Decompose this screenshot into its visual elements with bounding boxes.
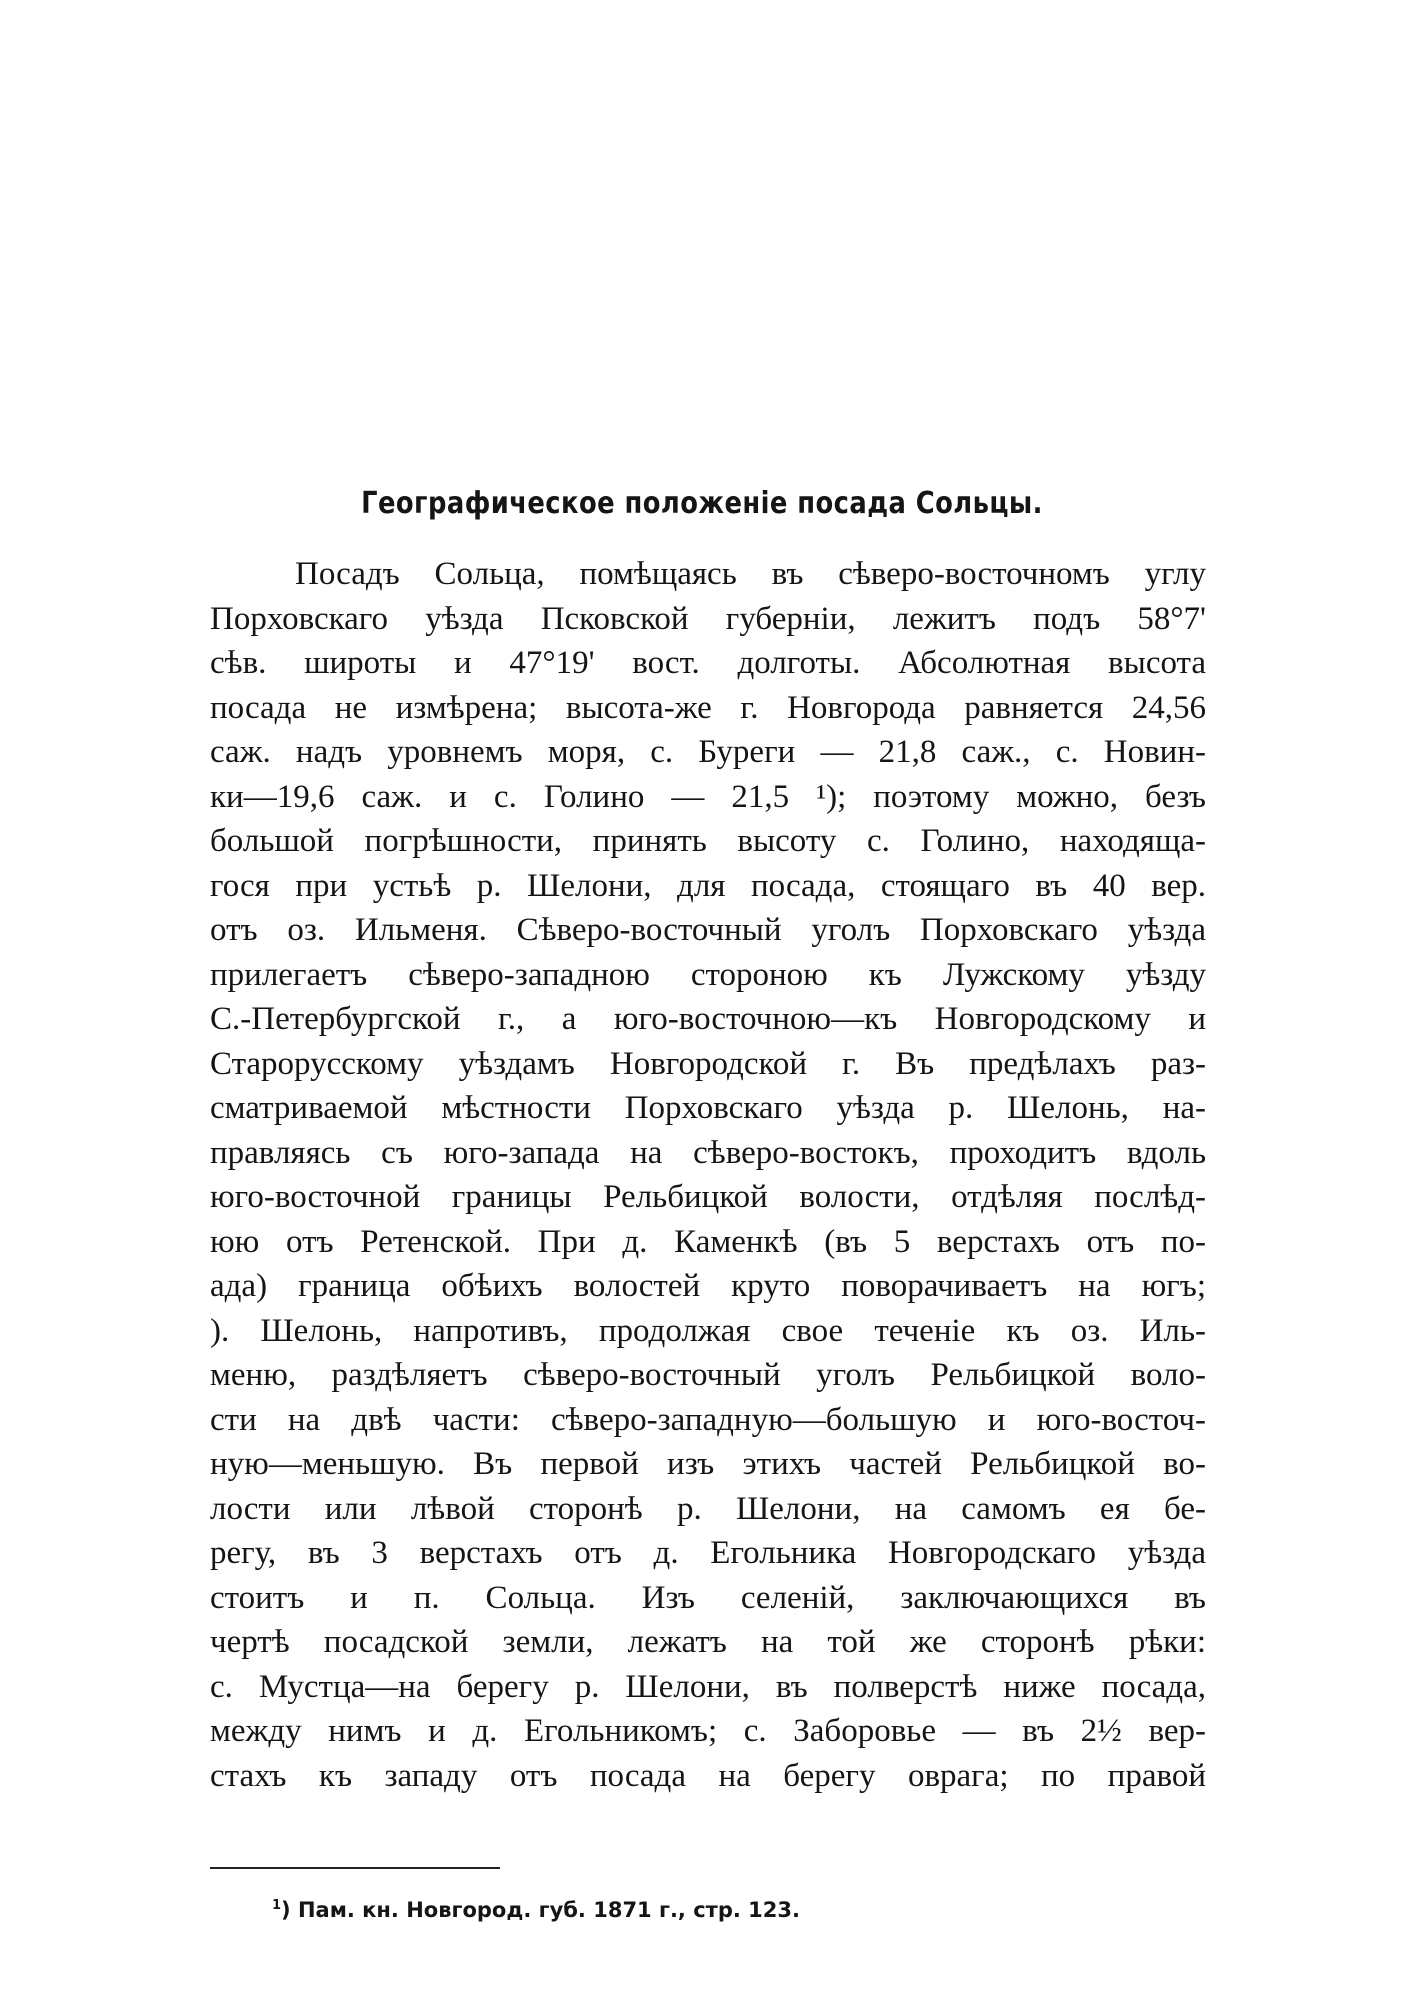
- text-line: регу, въ 3 верстахъ отъ д. Егольника Новгородскаго уѣзда: [210, 1535, 1206, 1571]
- text-line: гося при устьѣ р. Шелони, для посада, стоящаго въ 40 вер.: [210, 867, 1206, 904]
- text-line: сматриваемой мѣстности Порховскаго уѣзда р. Шелонь, на-: [210, 1090, 1206, 1126]
- text-line: ную—меньшую. Въ первой изъ этихъ частей Рельбицкой во-: [210, 1446, 1206, 1482]
- text-line: правляясь съ юго-запада на сѣверо-востокъ, проходитъ вдоль: [210, 1134, 1206, 1171]
- text-line: сѣв. широты и 47°19' вост. долготы. Абсолютная высота: [210, 645, 1206, 681]
- text-line: Посадъ Сольца, помѣщаясь въ сѣверо-восточномъ углу: [295, 556, 1206, 592]
- text-line: чертѣ посадской земли, лежатъ на той же сторонѣ рѣки:: [210, 1624, 1206, 1660]
- text-line: юю отъ Ретенской. При д. Каменкѣ (въ 5 верстахъ отъ по-: [210, 1223, 1206, 1260]
- text-line: Порховскаго уѣзда Псковской губернiи, лежитъ подъ 58°7': [210, 600, 1206, 637]
- text-line: отъ оз. Ильменя. Сѣверо-восточный уголъ Порховскаго уѣзда: [210, 912, 1206, 948]
- text-line: стоитъ и п. Сольца. Изъ селенiй, заключающихся въ: [210, 1579, 1206, 1616]
- text-line: Старорусскому уѣздамъ Новгородской г. Въ предѣлахъ раз-: [210, 1045, 1206, 1082]
- text-line: ада) граница обѣихъ волостей круто поворачиваетъ на югъ;: [210, 1268, 1206, 1304]
- footnote: [272, 1898, 800, 1922]
- text-line: сти на двѣ части: сѣверо-западную—большую и юго-восточ-: [210, 1401, 1206, 1438]
- body-text: [210, 552, 1206, 1798]
- text-line: юго-восточной границы Рельбицкой волости, отдѣляя послѣд-: [210, 1179, 1206, 1215]
- page-title: Географическое положенiе посада Сольцы.: [361, 486, 1043, 521]
- text-line: посада не измѣрена; высота-же г. Новгорода равняется 24,56: [210, 689, 1206, 726]
- text-line: меню, раздѣляетъ сѣверо-восточный уголъ Рельбицкой воло-: [210, 1357, 1206, 1393]
- footnote-text: ) Пам. кн. Новгород. губ. 1871 г., стр. 123.: [281, 1898, 800, 1922]
- text-line: С.-Петербургской г., а юго-восточною—къ Новгородскому и: [210, 1001, 1206, 1037]
- text-line: с. Мустца—на берегу р. Шелони, въ полверстѣ ниже посада,: [210, 1668, 1206, 1705]
- text-line: между нимъ и д. Егольникомъ; с. Заборовье — въ 2½ вер-: [210, 1713, 1206, 1749]
- text-line: ). Шелонь, напротивъ, продолжая свое теченiе къ оз. Иль-: [210, 1312, 1206, 1349]
- text-line: саж. надъ уровнемъ моря, с. Буреги — 21,8 саж., с. Новин-: [210, 734, 1206, 770]
- text-line: ки—19,6 саж. и с. Голино — 21,5 ¹); поэтому можно, безъ: [210, 778, 1206, 815]
- footnote-marker: 1: [272, 1898, 282, 1913]
- footnote-separator: [210, 1867, 500, 1869]
- text-line: лости или лѣвой сторонѣ р. Шелони, на самомъ ея бе-: [210, 1490, 1206, 1527]
- text-line: стахъ къ западу отъ посада на берегу оврага; по правой: [210, 1757, 1206, 1794]
- text-line: прилегаетъ сѣверо-западною стороною къ Лужскому уѣзду: [210, 956, 1206, 993]
- text-line: большой погрѣшности, принять высоту с. Голино, находяща-: [210, 823, 1206, 859]
